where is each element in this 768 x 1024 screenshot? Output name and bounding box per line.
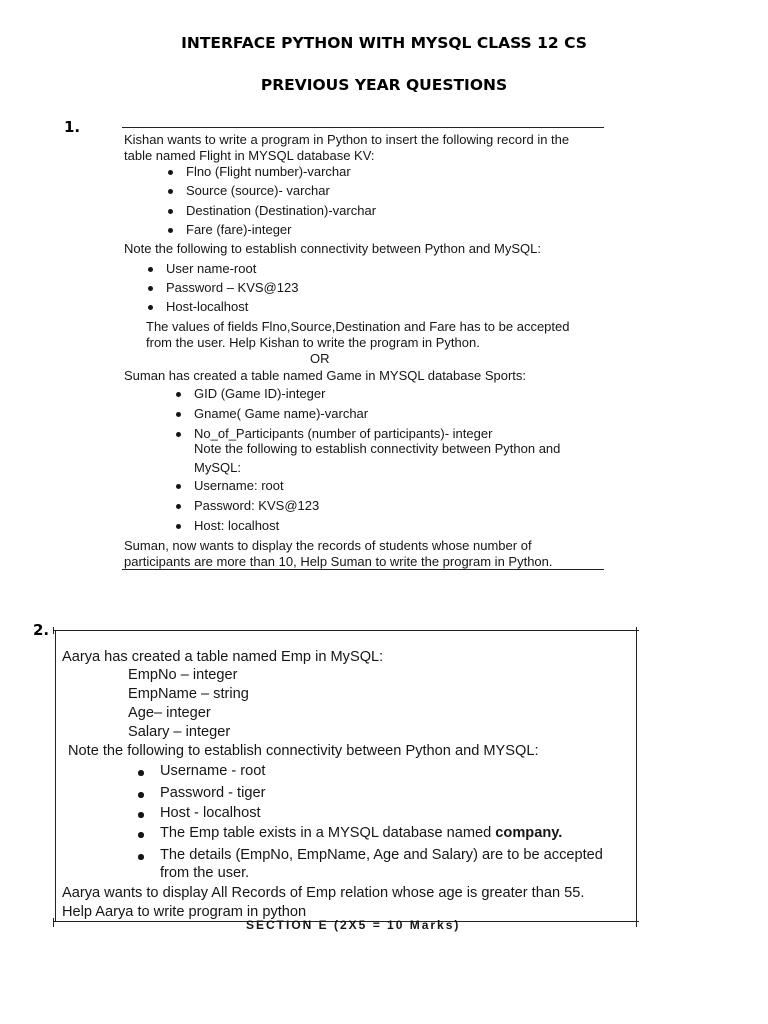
alt-field-item: GID (Game ID)-integer	[194, 386, 326, 401]
alt-field-item: No_of_Participants (number of participants)- integer	[194, 426, 493, 441]
border-tick	[636, 918, 637, 927]
values-line: The values of fields Flno,Source,Destination and Fare has to be accepted	[146, 319, 570, 334]
field-item: Age– integer	[128, 705, 211, 721]
box-top-border	[53, 630, 639, 631]
page-subtitle: PREVIOUS YEAR QUESTIONS	[260, 76, 508, 94]
details-line: from the user.	[160, 865, 250, 881]
database-name: company.	[495, 825, 563, 841]
alt-note-line: Note the following to establish connectivity between Python and	[194, 441, 561, 456]
database-item	[160, 826, 562, 841]
cut-off-heading-text: SECTION E (2X5 = 10 Marks)	[246, 918, 461, 932]
cut-off-heading	[246, 918, 461, 932]
alt-connection-item: Username: root	[194, 478, 284, 493]
border-tick	[53, 918, 54, 927]
field-item: Destination (Destination)-varchar	[186, 203, 377, 218]
connection-item: Password – KVS@123	[166, 280, 299, 295]
question-number: 1.	[64, 118, 81, 136]
database-text: The Emp table exists in a MYSQL database named	[160, 825, 496, 841]
note-line: Note the following to establish connectivity between Python and MySQL:	[124, 241, 541, 256]
connection-item: Host-localhost	[166, 299, 249, 314]
connection-item: User name-root	[166, 261, 257, 276]
question-number: 2.	[33, 621, 50, 639]
alt-connection-item: Host: localhost	[194, 518, 280, 533]
alt-task-line: participants are more than 10, Help Suman to write the program in Python.	[124, 554, 553, 569]
or-separator: OR	[310, 351, 330, 366]
connection-item: Username - root	[160, 763, 266, 779]
field-item: EmpName – string	[128, 686, 249, 702]
box-left-border	[55, 630, 56, 922]
field-item: Fare (fare)-integer	[186, 222, 292, 237]
details-item: The details (EmpNo, EmpName, Age and Salary) are to be accepted	[160, 847, 603, 863]
note-line: Note the following to establish connectivity between Python and MYSQL:	[68, 743, 539, 759]
field-item: Salary – integer	[128, 724, 231, 740]
page-title: INTERFACE PYTHON WITH MYSQL CLASS 12 CS	[181, 34, 587, 52]
intro-line: Kishan wants to write a program in Python to insert the following record in the	[124, 132, 570, 147]
border-tick	[53, 627, 54, 634]
alt-connection-item: Password: KVS@123	[194, 498, 320, 513]
alt-task-line: Suman, now wants to display the records of students whose number of	[124, 538, 532, 553]
task-line: Aarya wants to display All Records of Emp relation whose age is greater than 55.	[62, 885, 585, 901]
connection-item: Password - tiger	[160, 785, 266, 801]
alt-intro-line: Suman has created a table named Game in MYSQL database Sports:	[124, 368, 527, 383]
field-item: Flno (Flight number)-varchar	[186, 164, 351, 179]
intro-line: Aarya has created a table named Emp in MySQL:	[62, 649, 384, 665]
field-item: EmpNo – integer	[128, 667, 238, 683]
box-right-border	[636, 630, 637, 922]
task-line: Help Aarya to write program in python	[62, 904, 307, 920]
connection-item: Host - localhost	[160, 805, 261, 821]
field-item: Source (source)- varchar	[186, 183, 330, 198]
alt-field-item: Gname( Game name)-varchar	[194, 406, 369, 421]
intro-line: table named Flight in MYSQL database KV:	[124, 148, 375, 163]
values-line: from the user. Help Kishan to write the program in Python.	[146, 335, 480, 350]
alt-note-line: MySQL:	[194, 460, 241, 475]
